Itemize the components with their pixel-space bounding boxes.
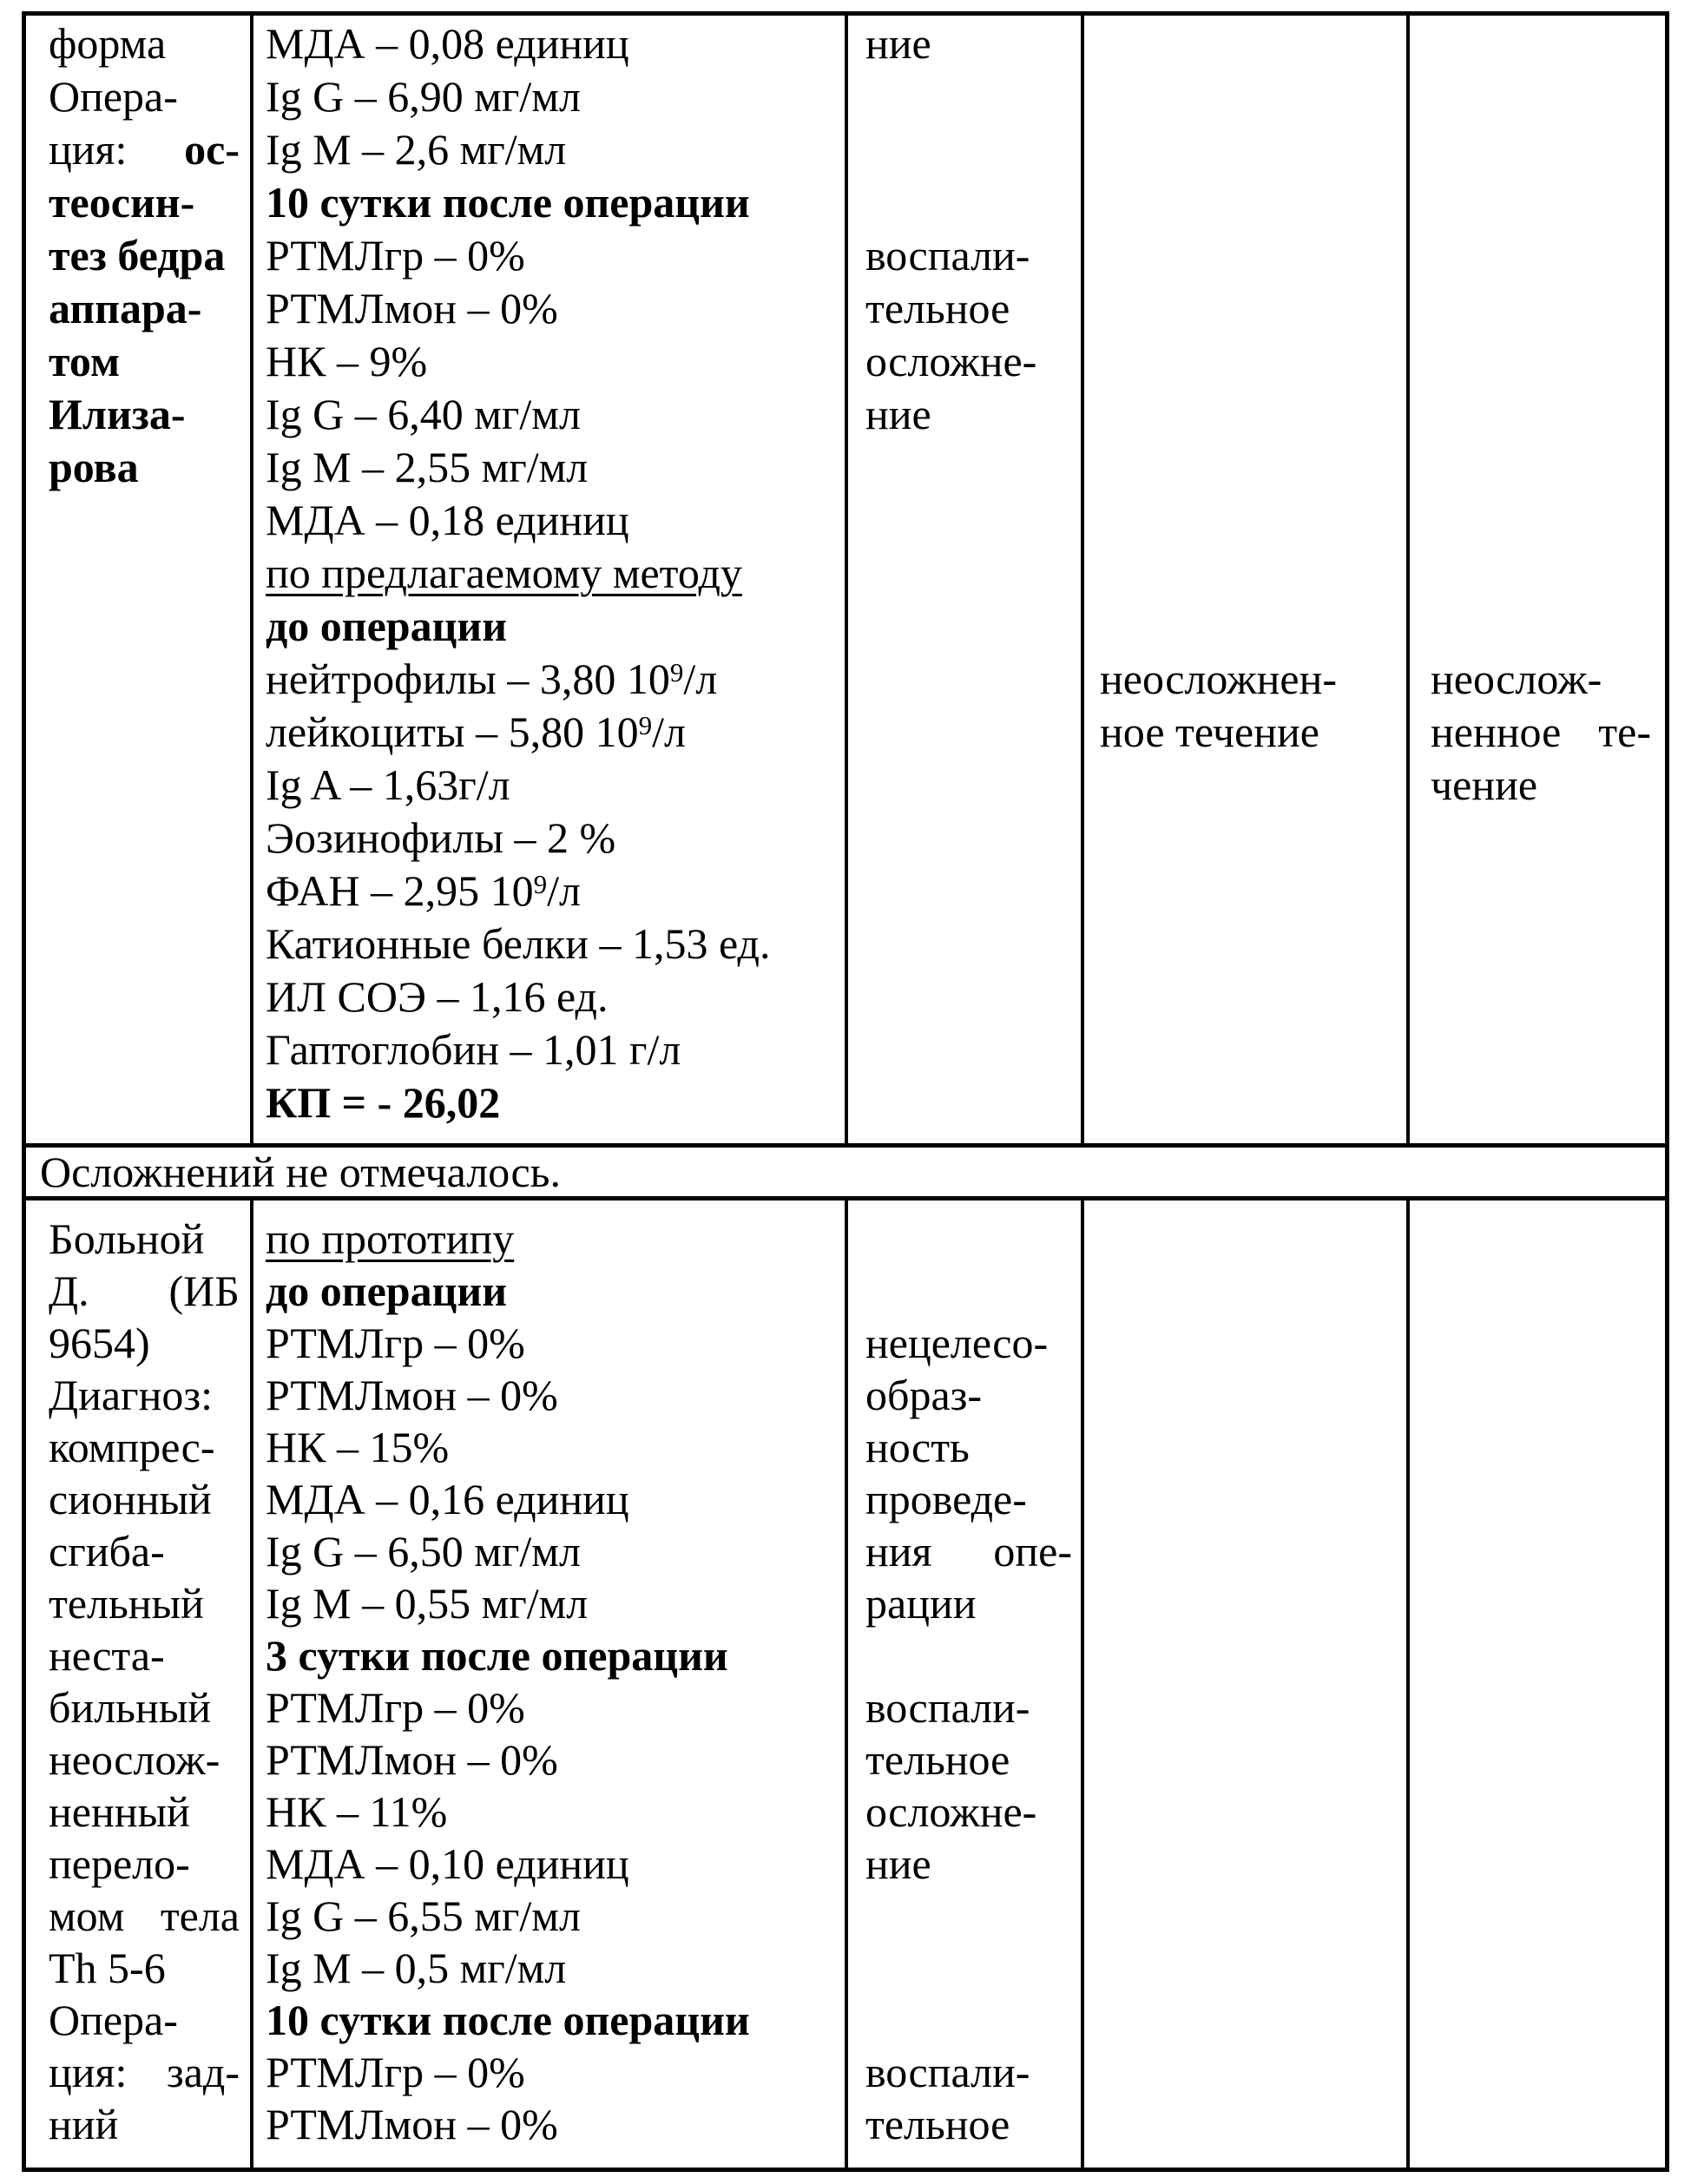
text-segment: Ig M – 2,55 мг/мл <box>266 443 589 491</box>
text-segment: неослож- <box>49 1735 220 1784</box>
text-line <box>266 229 836 282</box>
text-line <box>1100 388 1394 441</box>
text-line <box>865 2046 1072 2098</box>
text-segment: ний <box>49 2100 119 2148</box>
text-segment: Больной <box>49 1214 205 1263</box>
text-line <box>865 1369 1072 1421</box>
text-line <box>865 229 1072 282</box>
text-segment: рова <box>49 443 139 491</box>
text-segment: 10 сутки после операции <box>266 178 750 227</box>
text-segment: ность <box>865 1423 970 1471</box>
text-segment: ние <box>865 19 931 68</box>
text-segment: НК – 9% <box>266 337 428 385</box>
text-line <box>266 918 836 970</box>
text-line <box>1100 17 1394 70</box>
table-row-note <box>26 1143 1665 1201</box>
text-line <box>865 1786 1072 1838</box>
text-line <box>49 1525 240 1577</box>
text-line <box>49 388 240 441</box>
text-line <box>266 759 836 812</box>
text-line <box>266 1838 836 1890</box>
text-segment: КП = - 26,02 <box>266 1078 501 1127</box>
text-segment: до операции <box>266 602 508 650</box>
text-segment: по предлагаемому методу <box>266 549 742 597</box>
text-line <box>266 547 836 600</box>
text-line <box>266 1733 836 1786</box>
text-line <box>865 1942 1072 1994</box>
text-line <box>49 441 240 494</box>
text-line <box>266 1023 836 1076</box>
text-line <box>49 1890 240 1942</box>
cell-conclusion <box>848 16 1084 1143</box>
text-segment: МДА – 0,10 единиц <box>266 1839 629 1888</box>
text-line <box>266 70 836 123</box>
text-segment: лейкоциты – 5,80 10 <box>266 707 639 756</box>
text-line <box>1100 653 1394 706</box>
cell-outcome-proposed-method <box>1084 1201 1410 2168</box>
note-text: Осложнений не отмечалось. <box>40 1148 561 1196</box>
text-segment: Ig G – 6,90 мг/мл <box>266 72 581 121</box>
text-segment: ция: <box>49 2048 128 2096</box>
text-segment: тельный <box>49 1579 204 1628</box>
text-segment: ние <box>865 390 931 438</box>
text-line <box>266 653 836 706</box>
text-segment: Ig M – 0,5 мг/мл <box>266 1944 567 1992</box>
text-segment: нецелесо- <box>865 1319 1049 1367</box>
text-segment: ненное <box>1431 707 1562 756</box>
text-line <box>865 335 1072 388</box>
text-line <box>266 812 836 865</box>
text-segment: МДА – 0,16 единиц <box>266 1475 629 1523</box>
text-line <box>266 1317 836 1369</box>
text-segment: Опера- <box>49 1996 178 2044</box>
text-line <box>1431 335 1651 388</box>
text-line <box>1100 176 1394 229</box>
text-line <box>1100 494 1394 547</box>
cell-conclusion <box>848 1201 1084 2168</box>
text-segment: 3 сутки после операции <box>266 1631 728 1680</box>
text-segment: осложне- <box>865 337 1037 385</box>
text-line <box>865 1421 1072 1473</box>
text-segment: Ig G – 6,40 мг/мл <box>266 390 581 438</box>
text-segment: Ig A – 1,63г/л <box>266 760 510 809</box>
text-line <box>266 1629 836 1681</box>
text-line <box>266 335 836 388</box>
text-line <box>266 1473 836 1525</box>
text-line <box>865 1525 1072 1577</box>
text-line <box>49 1317 240 1369</box>
cell-lab-values <box>253 16 848 1143</box>
text-segment: теосин- <box>49 178 195 227</box>
text-segment: до операции <box>266 1266 508 1315</box>
cell-outcome-proposed-method <box>1084 16 1410 1143</box>
text-line <box>865 1629 1072 1681</box>
text-line <box>49 1629 240 1681</box>
text-segment: Ig M – 0,55 мг/мл <box>266 1579 589 1628</box>
text-line <box>1100 282 1394 335</box>
text-segment: сгиба- <box>49 1527 165 1576</box>
text-line <box>1431 759 1651 812</box>
text-line <box>266 2046 836 2098</box>
text-line <box>49 2046 240 2098</box>
text-line <box>1100 70 1394 123</box>
text-line <box>865 123 1072 176</box>
text-segment: неста- <box>49 1631 165 1680</box>
text-segment: /л <box>652 707 686 756</box>
text-line <box>266 1421 836 1473</box>
text-line <box>865 2098 1072 2150</box>
text-line <box>1100 229 1394 282</box>
text-line <box>266 282 836 335</box>
text-line <box>1431 441 1651 494</box>
text-segment: аппара- <box>49 284 202 332</box>
text-line <box>266 1994 836 2046</box>
text-line <box>49 1421 240 1473</box>
text-line <box>865 388 1072 441</box>
text-segment: осложне- <box>865 1787 1037 1836</box>
text-line <box>865 70 1072 123</box>
text-segment: РТМЛгр – 0% <box>266 2048 525 2096</box>
text-segment: 10 сутки после операции <box>266 1996 750 2044</box>
text-line <box>865 1733 1072 1786</box>
text-line <box>865 1838 1072 1890</box>
text-segment: ненный <box>49 1787 190 1836</box>
text-segment: опе- <box>993 1527 1072 1576</box>
text-line <box>266 970 836 1023</box>
text-line <box>865 1265 1072 1317</box>
text-line <box>865 1213 1072 1265</box>
text-segment: НК – 15% <box>266 1423 450 1471</box>
text-line <box>1431 282 1651 335</box>
text-line <box>1431 600 1651 653</box>
text-line <box>266 1942 836 1994</box>
text-segment: воспали- <box>865 231 1030 280</box>
text-line <box>266 1213 836 1265</box>
text-line <box>266 1525 836 1577</box>
text-line <box>266 1076 836 1129</box>
text-line <box>1431 123 1651 176</box>
text-segment: тельное <box>865 284 1010 332</box>
text-segment: бильный <box>49 1683 212 1732</box>
text-segment: те- <box>1598 707 1651 756</box>
text-line <box>1431 388 1651 441</box>
text-line <box>865 1577 1072 1629</box>
text-line <box>865 282 1072 335</box>
text-line <box>1431 70 1651 123</box>
text-segment: (ИБ <box>168 1266 240 1315</box>
text-segment: РТМЛмон – 0% <box>266 2100 558 2148</box>
text-segment: воспали- <box>865 1683 1030 1732</box>
text-line <box>1431 176 1651 229</box>
text-segment: мом <box>49 1891 125 1940</box>
text-segment: сионный <box>49 1475 212 1523</box>
text-segment: Th 5-6 <box>49 1944 166 1992</box>
text-line <box>49 1994 240 2046</box>
text-line <box>266 441 836 494</box>
text-segment: по прототипу <box>266 1214 515 1263</box>
text-line <box>266 600 836 653</box>
text-line <box>49 1942 240 1994</box>
text-line <box>49 1786 240 1838</box>
text-line <box>865 1890 1072 1942</box>
text-line <box>49 282 240 335</box>
text-segment: ния <box>865 1527 932 1576</box>
text-segment: Ig G – 6,55 мг/мл <box>266 1891 581 1940</box>
text-line <box>1100 600 1394 653</box>
text-line <box>49 1265 240 1317</box>
text-segment: ция: <box>49 125 128 174</box>
text-segment: образ- <box>865 1371 983 1419</box>
text-segment: Диагноз: <box>49 1371 213 1419</box>
text-segment: ФАН – 2,95 10 <box>266 866 534 915</box>
text-line <box>865 17 1072 70</box>
cell-outcome-actual <box>1410 1201 1665 2168</box>
text-line <box>49 1473 240 1525</box>
text-line <box>266 1890 836 1942</box>
cell-patient-info <box>26 1201 253 2168</box>
superscript-exponent: 9 <box>638 710 653 741</box>
text-line <box>49 70 240 123</box>
text-line <box>266 388 836 441</box>
text-line <box>1431 653 1651 706</box>
text-line <box>266 1369 836 1421</box>
cell-outcome-actual <box>1410 16 1665 1143</box>
cell-lab-values <box>253 1201 848 2168</box>
text-line <box>266 1265 836 1317</box>
text-line <box>1100 547 1394 600</box>
table-row-patient-d <box>26 1201 1665 2168</box>
text-line <box>266 706 836 759</box>
text-line <box>1431 494 1651 547</box>
text-segment: Гаптоглобин – 1,01 г/л <box>266 1025 681 1074</box>
text-line <box>865 176 1072 229</box>
text-line <box>865 1994 1072 2046</box>
text-line <box>266 865 836 918</box>
text-segment: НК – 11% <box>266 1787 448 1836</box>
text-line <box>1431 706 1651 759</box>
text-segment: РТМЛгр – 0% <box>266 1319 525 1367</box>
text-line <box>266 1577 836 1629</box>
text-segment: /л <box>683 655 718 703</box>
text-segment: форма <box>49 19 167 68</box>
text-segment: РТМЛгр – 0% <box>266 1683 525 1732</box>
text-line <box>1431 229 1651 282</box>
text-segment: тела <box>160 1891 240 1940</box>
text-line <box>49 1577 240 1629</box>
text-line <box>49 1369 240 1421</box>
text-segment: зад- <box>166 2048 240 2096</box>
text-line <box>865 1681 1072 1733</box>
text-segment: Катионные белки – 1,53 ед. <box>266 919 771 968</box>
text-segment: Ig G – 6,50 мг/мл <box>266 1527 581 1576</box>
text-segment: тез бедра <box>49 231 226 280</box>
cell-patient-info <box>26 16 253 1143</box>
text-line <box>266 17 836 70</box>
text-segment: /л <box>547 866 581 915</box>
text-line <box>266 494 836 547</box>
text-segment: РТМЛмон – 0% <box>266 1735 558 1784</box>
superscript-exponent: 9 <box>669 657 684 688</box>
superscript-exponent: 9 <box>533 869 548 900</box>
text-segment: Опера- <box>49 72 178 121</box>
patient-lab-results-table <box>22 11 1669 2172</box>
text-line <box>1431 547 1651 600</box>
text-line <box>1100 335 1394 388</box>
text-line <box>49 123 240 176</box>
table-row-patient-continuation <box>26 16 1665 1143</box>
text-line <box>49 335 240 388</box>
text-segment: 9654) <box>49 1319 150 1367</box>
text-line <box>49 1733 240 1786</box>
text-line <box>1431 17 1651 70</box>
text-line <box>266 176 836 229</box>
text-line <box>266 2098 836 2150</box>
text-segment: ние <box>865 1839 931 1888</box>
text-segment: неосложнен- <box>1100 655 1337 703</box>
text-segment: тельное <box>865 2100 1010 2148</box>
text-segment: Ig M – 2,6 мг/мл <box>266 125 567 174</box>
text-segment: РТМЛмон – 0% <box>266 1371 558 1419</box>
text-line <box>49 1838 240 1890</box>
text-line <box>49 1681 240 1733</box>
text-segment: перело- <box>49 1839 190 1888</box>
text-line <box>865 1317 1072 1369</box>
text-segment: МДА – 0,18 единиц <box>266 496 629 544</box>
text-line <box>1100 441 1394 494</box>
text-line <box>1100 706 1394 759</box>
text-segment: Илиза- <box>49 390 186 438</box>
text-segment: чение <box>1431 760 1538 809</box>
text-segment: нейтрофилы – 3,80 10 <box>266 655 670 703</box>
text-segment: тельное <box>865 1735 1010 1784</box>
text-segment: компрес- <box>49 1423 215 1471</box>
text-line <box>49 17 240 70</box>
text-segment: воспали- <box>865 2048 1030 2096</box>
text-line <box>49 2098 240 2150</box>
text-segment: Эозинофилы – 2 % <box>266 813 616 862</box>
text-segment: том <box>49 337 121 385</box>
text-segment: неослож- <box>1431 655 1602 703</box>
text-line <box>266 1786 836 1838</box>
text-line <box>1100 123 1394 176</box>
text-segment: ное течение <box>1100 707 1319 756</box>
text-line <box>266 1681 836 1733</box>
text-segment: ИЛ СОЭ – 1,16 ед. <box>266 972 609 1021</box>
text-segment: рации <box>865 1579 977 1628</box>
text-line <box>266 123 836 176</box>
text-line <box>49 229 240 282</box>
text-segment: проведе- <box>865 1475 1027 1523</box>
text-segment: РТМЛмон – 0% <box>266 284 558 332</box>
text-line <box>49 1213 240 1265</box>
text-segment: МДА – 0,08 единиц <box>266 19 629 68</box>
text-line <box>865 1473 1072 1525</box>
text-segment: РТМЛгр – 0% <box>266 231 525 280</box>
text-segment: Д. <box>49 1266 89 1315</box>
text-segment: ос- <box>184 125 240 174</box>
text-line <box>49 176 240 229</box>
